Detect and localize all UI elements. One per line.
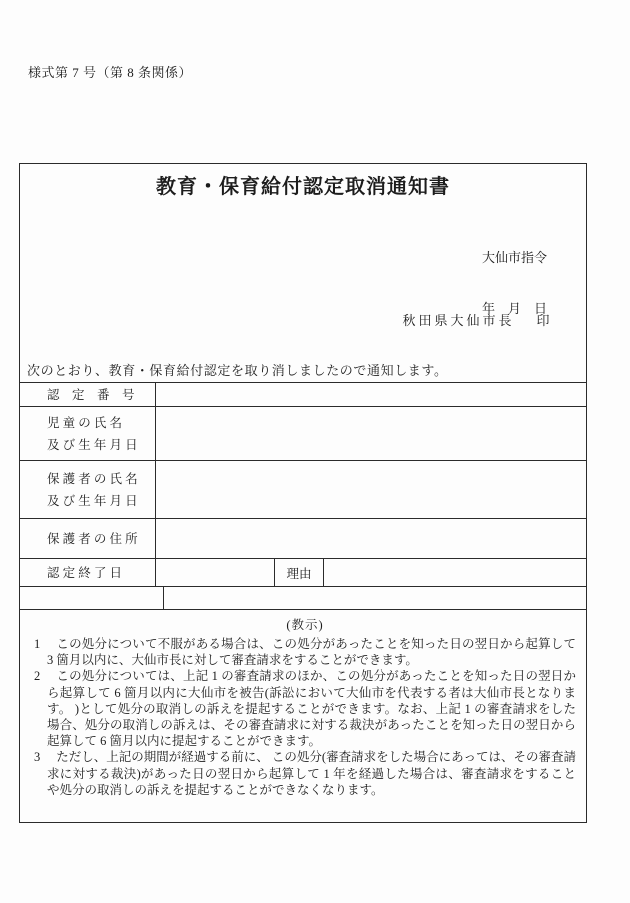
certification-end-date-value — [156, 559, 275, 586]
notice-item-2-number: 2 — [34, 669, 41, 684]
blank-row-label — [20, 587, 164, 609]
guardian-address-value — [156, 519, 586, 558]
blank-row — [20, 587, 586, 610]
notice-item-3-number: 3 — [34, 750, 41, 765]
certification-end-date-label: 認 定 終 了 日 — [20, 559, 156, 586]
blank-row-value — [164, 587, 586, 609]
guardian-name-value — [156, 461, 586, 518]
child-name-row — [20, 407, 586, 461]
child-name-value — [156, 407, 586, 460]
form-number: 様式第 7 号（第 8 条関係） — [28, 65, 193, 80]
intro-text: 次のとおり、教育・保育給付認定を取り消しましたので通知します。 — [27, 363, 448, 378]
guardian-address-row — [20, 519, 586, 559]
document-title: 教育・保育給付認定取消通知書 — [156, 176, 450, 198]
child-name-label: 児 童 の 氏 名 及 び 生 年 月 日 — [20, 407, 156, 460]
certification-number-value — [156, 383, 586, 406]
notice-item-1-number: 1 — [34, 637, 41, 651]
notice-item-1 — [34, 636, 576, 668]
notification-box — [19, 163, 587, 823]
reason-value — [324, 559, 586, 586]
date-line: 年 月 日 — [482, 301, 548, 316]
directive-label: 大仙市指令 — [482, 250, 548, 265]
guardian-name-row — [20, 461, 586, 519]
guardian-name-label: 保 護 者 の 氏 名 及 び 生 年 月 日 — [20, 461, 156, 518]
issuer-line — [365, 294, 550, 345]
notice-item-3-text: ただし、上記の期間が経過する前に、 この処分(審査請求をした場合にあっては、その審査請求に対する裁決)があった日の翌日から起算して 1 年を経過した場合は、審査請求をすることや処分の取消しの訴えを提起することができなくなります。 — [47, 750, 576, 797]
notice-item-3 — [34, 749, 576, 798]
certification-number-label: 認 定 番 号 — [20, 383, 156, 406]
form-table — [20, 382, 586, 610]
guardian-address-label: 保 護 者 の 住 所 — [20, 519, 156, 558]
seal-mark: 印 — [536, 313, 550, 328]
notice-heading: (教示) — [286, 618, 324, 632]
certification-number-row — [20, 383, 586, 407]
notice-item-2-text: この処分については、上記 1 の審査請求のほか、この処分があったことを知った日の翌日から起算して 6 箇月以内に大仙市を被告(訴訟において大仙市を代表する者は大仙市長となります。 )として処分の取消しの訴えを提起することができます。なお、上記 1 の審査請求をした場合、処分の取消しの訴えは、その審査請求に対する裁決があったことを知った日の翌日から起算して 6 箇月以内に提起することができます。 — [47, 669, 576, 749]
notice-section — [20, 609, 586, 822]
notice-item-1-text: この処分について不服がある場合は、この処分があったことを知った日の翌日から起算して 3 箇月以内に、大仙市長に対して審査請求をすることができます。 — [47, 637, 576, 668]
issuer-name: 秋田県大仙市長 — [402, 313, 515, 328]
reason-label: 理由 — [275, 559, 324, 586]
certification-end-date-row — [20, 559, 586, 587]
notice-item-2 — [34, 668, 576, 749]
